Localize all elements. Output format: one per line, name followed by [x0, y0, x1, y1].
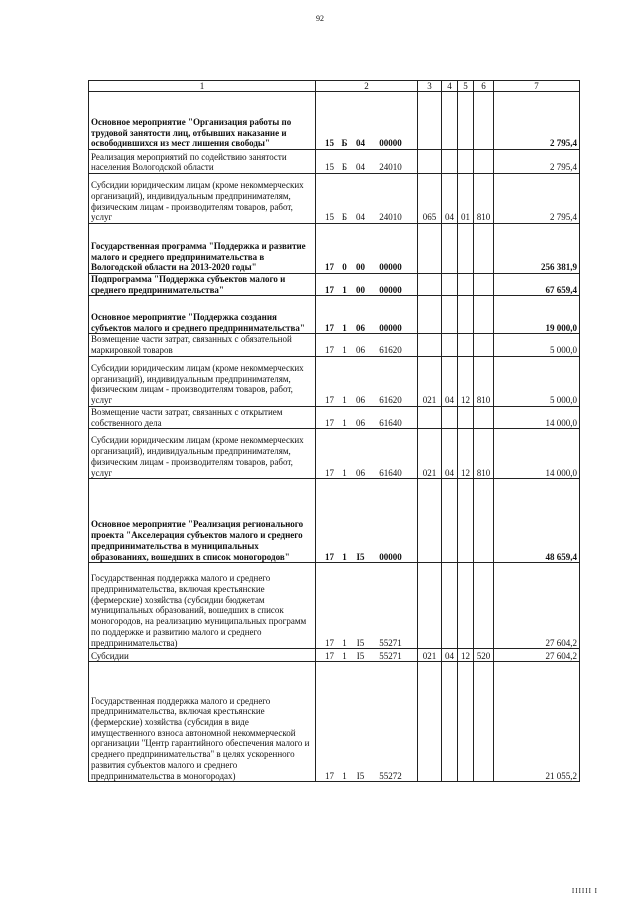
code-part: 17: [325, 467, 334, 478]
row-col-6: [474, 224, 494, 274]
code-part: 24010: [379, 212, 402, 223]
row-col-6: [474, 274, 494, 296]
code-part: 00000: [379, 322, 402, 333]
header-col-3: 3: [418, 81, 442, 92]
row-code: [316, 563, 418, 649]
code-part: 17: [325, 345, 334, 356]
row-col-4: 04: [442, 174, 458, 224]
row-col-4: 04: [442, 649, 458, 662]
header-col-5: 5: [458, 81, 474, 92]
code-part: Б: [341, 212, 348, 223]
row-amount: 14 000,0: [494, 406, 580, 428]
code-part: 17: [325, 395, 334, 406]
table-row: [89, 92, 580, 150]
row-code: [316, 296, 418, 334]
table-header-row: [89, 81, 580, 92]
code-part: 61620: [379, 345, 402, 356]
table-row: [89, 479, 580, 563]
row-name: Государственная программа "Поддержка и развитие малого и среднего предпринимательства в Вологодской области на 2013-2020 годы": [89, 224, 316, 274]
code-part: 0: [342, 262, 347, 273]
row-col-5: [458, 406, 474, 428]
code-part: 15: [325, 138, 334, 149]
row-amount: 2 795,4: [494, 174, 580, 224]
row-code: [316, 150, 418, 174]
table-row: [89, 150, 580, 174]
row-col-4: [442, 274, 458, 296]
row-col-3: [418, 92, 442, 150]
code-part: I5: [356, 551, 365, 562]
row-code: [316, 406, 418, 428]
row-name: Основное мероприятие "Поддержка создания субъектов малого и среднего предпринимательства": [89, 296, 316, 334]
row-col-4: [442, 479, 458, 563]
table-row: [89, 356, 580, 406]
row-amount: 48 659,4: [494, 479, 580, 563]
code-part: 1: [342, 637, 347, 648]
row-col-3: [418, 274, 442, 296]
header-col-2: 2: [316, 81, 418, 92]
row-code: [316, 479, 418, 563]
row-name: Государственная поддержка малого и среднего предпринимательства, включая крестьянские (фермерские) хозяйства (субсидия в виде имущественного взноса автономной некоммерческой организации "Центр гарантийного обеспечения малого и среднего предпринимательства" в целях ускоренного развития субъектов малого и среднего предпринимательства в моногородах): [89, 662, 316, 782]
code-part: 04: [356, 162, 365, 173]
row-col-6: [474, 150, 494, 174]
code-part: 24010: [379, 162, 402, 173]
row-code: [316, 224, 418, 274]
code-part: I5: [356, 650, 365, 661]
header-col-1: 1: [89, 81, 316, 92]
code-part: 15: [325, 212, 334, 223]
row-col-4: [442, 296, 458, 334]
table-row: [89, 662, 580, 782]
row-amount: 67 659,4: [494, 274, 580, 296]
header-col-6: 6: [474, 81, 494, 92]
code-part: 06: [356, 395, 365, 406]
code-part: 17: [325, 650, 334, 661]
row-name: Подпрограмма "Поддержка субъектов малого и среднего предпринимательства": [89, 274, 316, 296]
row-amount: 27 604,2: [494, 563, 580, 649]
code-part: 06: [356, 467, 365, 478]
page-number: 92: [316, 14, 324, 23]
row-col-4: [442, 150, 458, 174]
row-col-5: [458, 479, 474, 563]
code-part: Б: [341, 162, 348, 173]
code-part: I5: [356, 770, 365, 781]
row-col-5: [458, 274, 474, 296]
row-code: [316, 92, 418, 150]
row-col-4: [442, 563, 458, 649]
row-col-6: [474, 334, 494, 356]
row-amount: 2 795,4: [494, 150, 580, 174]
row-col-5: 12: [458, 429, 474, 479]
header-col-7: 7: [494, 81, 580, 92]
table-row: [89, 429, 580, 479]
row-col-3: [418, 479, 442, 563]
row-col-6: 810: [474, 174, 494, 224]
code-part: 1: [342, 395, 347, 406]
row-name: Субсидии юридическим лицам (кроме некоммерческих организаций), индивидуальным предпринимателям, физическим лицам - производителям товаров, работ, услуг: [89, 174, 316, 224]
row-col-5: [458, 92, 474, 150]
row-name: Реализация мероприятий по содействию занятости населения Вологодской области: [89, 150, 316, 174]
footer-mark: IIIIII I: [571, 887, 598, 895]
row-name: Основное мероприятие "Организация работы по трудовой занятости лиц, отбывших наказание и освободившихся из мест лишения свободы": [89, 92, 316, 150]
table-row: [89, 274, 580, 296]
row-col-6: [474, 92, 494, 150]
code-part: 06: [356, 322, 365, 333]
code-part: 17: [325, 284, 334, 295]
row-col-6: [474, 406, 494, 428]
row-col-4: 04: [442, 356, 458, 406]
code-part: 00: [356, 262, 365, 273]
row-col-5: [458, 224, 474, 274]
code-part: 1: [342, 770, 347, 781]
code-part: 1: [342, 284, 347, 295]
row-col-4: [442, 224, 458, 274]
row-name: Государственная поддержка малого и среднего предпринимательства, включая крестьянские (фермерские) хозяйства (субсидии бюджетам муниципальных образований, вошедших в список моногородов, на реализацию муниципальных программ по поддержке и развитию малого и среднего предпринимательства): [89, 563, 316, 649]
code-part: 55272: [379, 770, 402, 781]
row-col-3: [418, 150, 442, 174]
code-part: 06: [356, 345, 365, 356]
code-part: I5: [356, 637, 365, 648]
table-row: [89, 649, 580, 662]
budget-table: [88, 80, 580, 782]
row-col-5: [458, 334, 474, 356]
row-col-4: 04: [442, 429, 458, 479]
row-name: Возмещение части затрат, связанных с открытием собственного дела: [89, 406, 316, 428]
code-part: 00000: [379, 262, 402, 273]
row-col-4: [442, 406, 458, 428]
row-amount: 256 381,9: [494, 224, 580, 274]
code-part: 00000: [379, 138, 402, 149]
row-amount: 14 000,0: [494, 429, 580, 479]
code-part: 61640: [379, 467, 402, 478]
code-part: Б: [341, 138, 348, 149]
row-code: [316, 356, 418, 406]
row-col-6: [474, 563, 494, 649]
code-part: 1: [342, 417, 347, 428]
code-part: 1: [342, 551, 347, 562]
table-row: [89, 296, 580, 334]
row-code: [316, 429, 418, 479]
row-code: [316, 649, 418, 662]
table-row: [89, 334, 580, 356]
table-row: [89, 174, 580, 224]
code-part: 00000: [379, 551, 402, 562]
row-col-6: 810: [474, 429, 494, 479]
row-col-3: 021: [418, 429, 442, 479]
row-col-5: [458, 296, 474, 334]
code-part: 17: [325, 637, 334, 648]
row-col-3: [418, 406, 442, 428]
row-col-5: 01: [458, 174, 474, 224]
code-part: 15: [325, 162, 334, 173]
code-part: 1: [342, 322, 347, 333]
code-part: 17: [325, 262, 334, 273]
row-name: Субсидии юридическим лицам (кроме некоммерческих организаций), индивидуальным предпринимателям, физическим лицам - производителям товаров, работ, услуг: [89, 356, 316, 406]
row-col-6: [474, 662, 494, 782]
row-col-4: [442, 92, 458, 150]
row-amount: 2 795,4: [494, 92, 580, 150]
row-col-6: [474, 296, 494, 334]
row-col-5: 12: [458, 649, 474, 662]
code-part: 55271: [379, 650, 402, 661]
code-part: 17: [325, 417, 334, 428]
row-code: [316, 662, 418, 782]
row-col-5: [458, 563, 474, 649]
row-col-4: [442, 662, 458, 782]
row-code: [316, 274, 418, 296]
code-part: 1: [342, 345, 347, 356]
row-col-3: 021: [418, 649, 442, 662]
row-col-3: 065: [418, 174, 442, 224]
row-col-5: [458, 662, 474, 782]
row-col-3: 021: [418, 356, 442, 406]
code-part: 1: [342, 467, 347, 478]
code-part: 06: [356, 417, 365, 428]
row-col-5: 12: [458, 356, 474, 406]
row-amount: 19 000,0: [494, 296, 580, 334]
row-name: Основное мероприятие "Реализация регионального проекта "Акселерация субъектов малого и среднего предпринимательства в муниципальных образованиях, вошедших в список моногородов": [89, 479, 316, 563]
code-part: 00: [356, 284, 365, 295]
row-code: [316, 334, 418, 356]
row-amount: 5 000,0: [494, 334, 580, 356]
row-col-6: [474, 479, 494, 563]
header-col-4: 4: [442, 81, 458, 92]
code-part: 17: [325, 322, 334, 333]
table-row: [89, 406, 580, 428]
row-col-3: [418, 334, 442, 356]
row-amount: 5 000,0: [494, 356, 580, 406]
code-part: 1: [342, 650, 347, 661]
row-name: Субсидии: [89, 649, 316, 662]
row-amount: 27 604,2: [494, 649, 580, 662]
row-col-3: [418, 296, 442, 334]
code-part: 00000: [379, 284, 402, 295]
table-row: [89, 224, 580, 274]
row-col-3: [418, 563, 442, 649]
row-name: Возмещение части затрат, связанных с обязательной маркировкой товаров: [89, 334, 316, 356]
row-col-3: [418, 662, 442, 782]
row-amount: 21 055,2: [494, 662, 580, 782]
code-part: 04: [356, 212, 365, 223]
row-col-4: [442, 334, 458, 356]
code-part: 17: [325, 551, 334, 562]
code-part: 04: [356, 138, 365, 149]
code-part: 61640: [379, 417, 402, 428]
row-col-5: [458, 150, 474, 174]
row-col-6: 520: [474, 649, 494, 662]
row-name: Субсидии юридическим лицам (кроме некоммерческих организаций), индивидуальным предпринимателям, физическим лицам - производителям товаров, работ, услуг: [89, 429, 316, 479]
row-col-6: 810: [474, 356, 494, 406]
code-part: 61620: [379, 395, 402, 406]
table-row: [89, 563, 580, 649]
code-part: 17: [325, 770, 334, 781]
row-code: [316, 174, 418, 224]
code-part: 55271: [379, 637, 402, 648]
row-col-3: [418, 224, 442, 274]
